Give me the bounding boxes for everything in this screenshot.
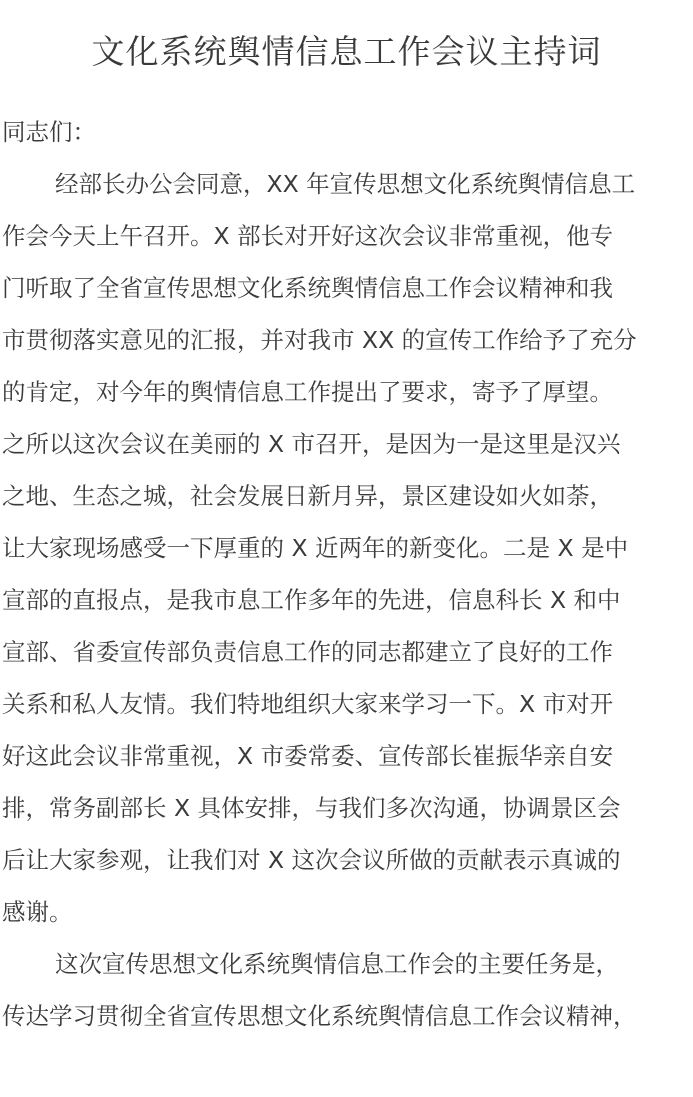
paragraph-line: 宣部、省委宣传部负责信息工作的同志都建立了良好的工作 [2,638,613,666]
paragraph-line: 排，常务副部长 X 具体安排，与我们多次沟通，协调景区会 [2,794,621,822]
salutation-line: 同志们： [2,118,96,146]
paragraph-line: 传达学习贯彻全省宣传思想文化系统舆情信息工作会议精神， [2,1002,637,1030]
document-body [2,106,693,1042]
paragraph-line: 关系和私人友情。我们特地组织大家来学习一下。X 市对开 [2,690,614,718]
paragraph-line: 宣部的直报点，是我市息工作多年的先进，信息科长 X 和中 [2,586,621,614]
paragraph-line: 作会今天上午召开。X 部长对开好这次会议非常重视，他专 [2,222,614,250]
paragraph-line: 让大家现场感受一下厚重的 X 近两年的新变化。二是 X 是中 [2,534,629,562]
paragraph-line: 市贯彻落实意见的汇报，并对我市 XX 的宣传工作给予了充分 [2,326,637,354]
paragraph-line: 后让大家参观，让我们对 X 这次会议所做的贡献表示真诚的 [2,846,621,874]
paragraph-line: 之所以这次会议在美丽的 X 市召开，是因为一是这里是汉兴 [2,430,621,458]
paragraph-line: 之地、生态之城，社会发展日新月异，景区建设如火如荼， [2,482,613,510]
paragraph-line: 感谢。 [2,898,73,926]
document-title: 文化系统舆情信息工作会议主持词 [91,32,602,71]
paragraph-line: 的肯定，对今年的舆情信息工作提出了要求，寄予了厚望。 [2,378,613,406]
paragraph-line: 经部长办公会同意，XX 年宣传思想文化系统舆情信息工 [55,170,636,198]
paragraph-line: 好这此会议非常重视，X 市委常委、宣传部长崔振华亲自安 [2,742,614,770]
paragraph-line: 这次宣传思想文化系统舆情信息工作会的主要任务是， [55,950,619,978]
paragraph-line: 门听取了全省宣传思想文化系统舆情信息工作会议精神和我 [2,274,613,302]
